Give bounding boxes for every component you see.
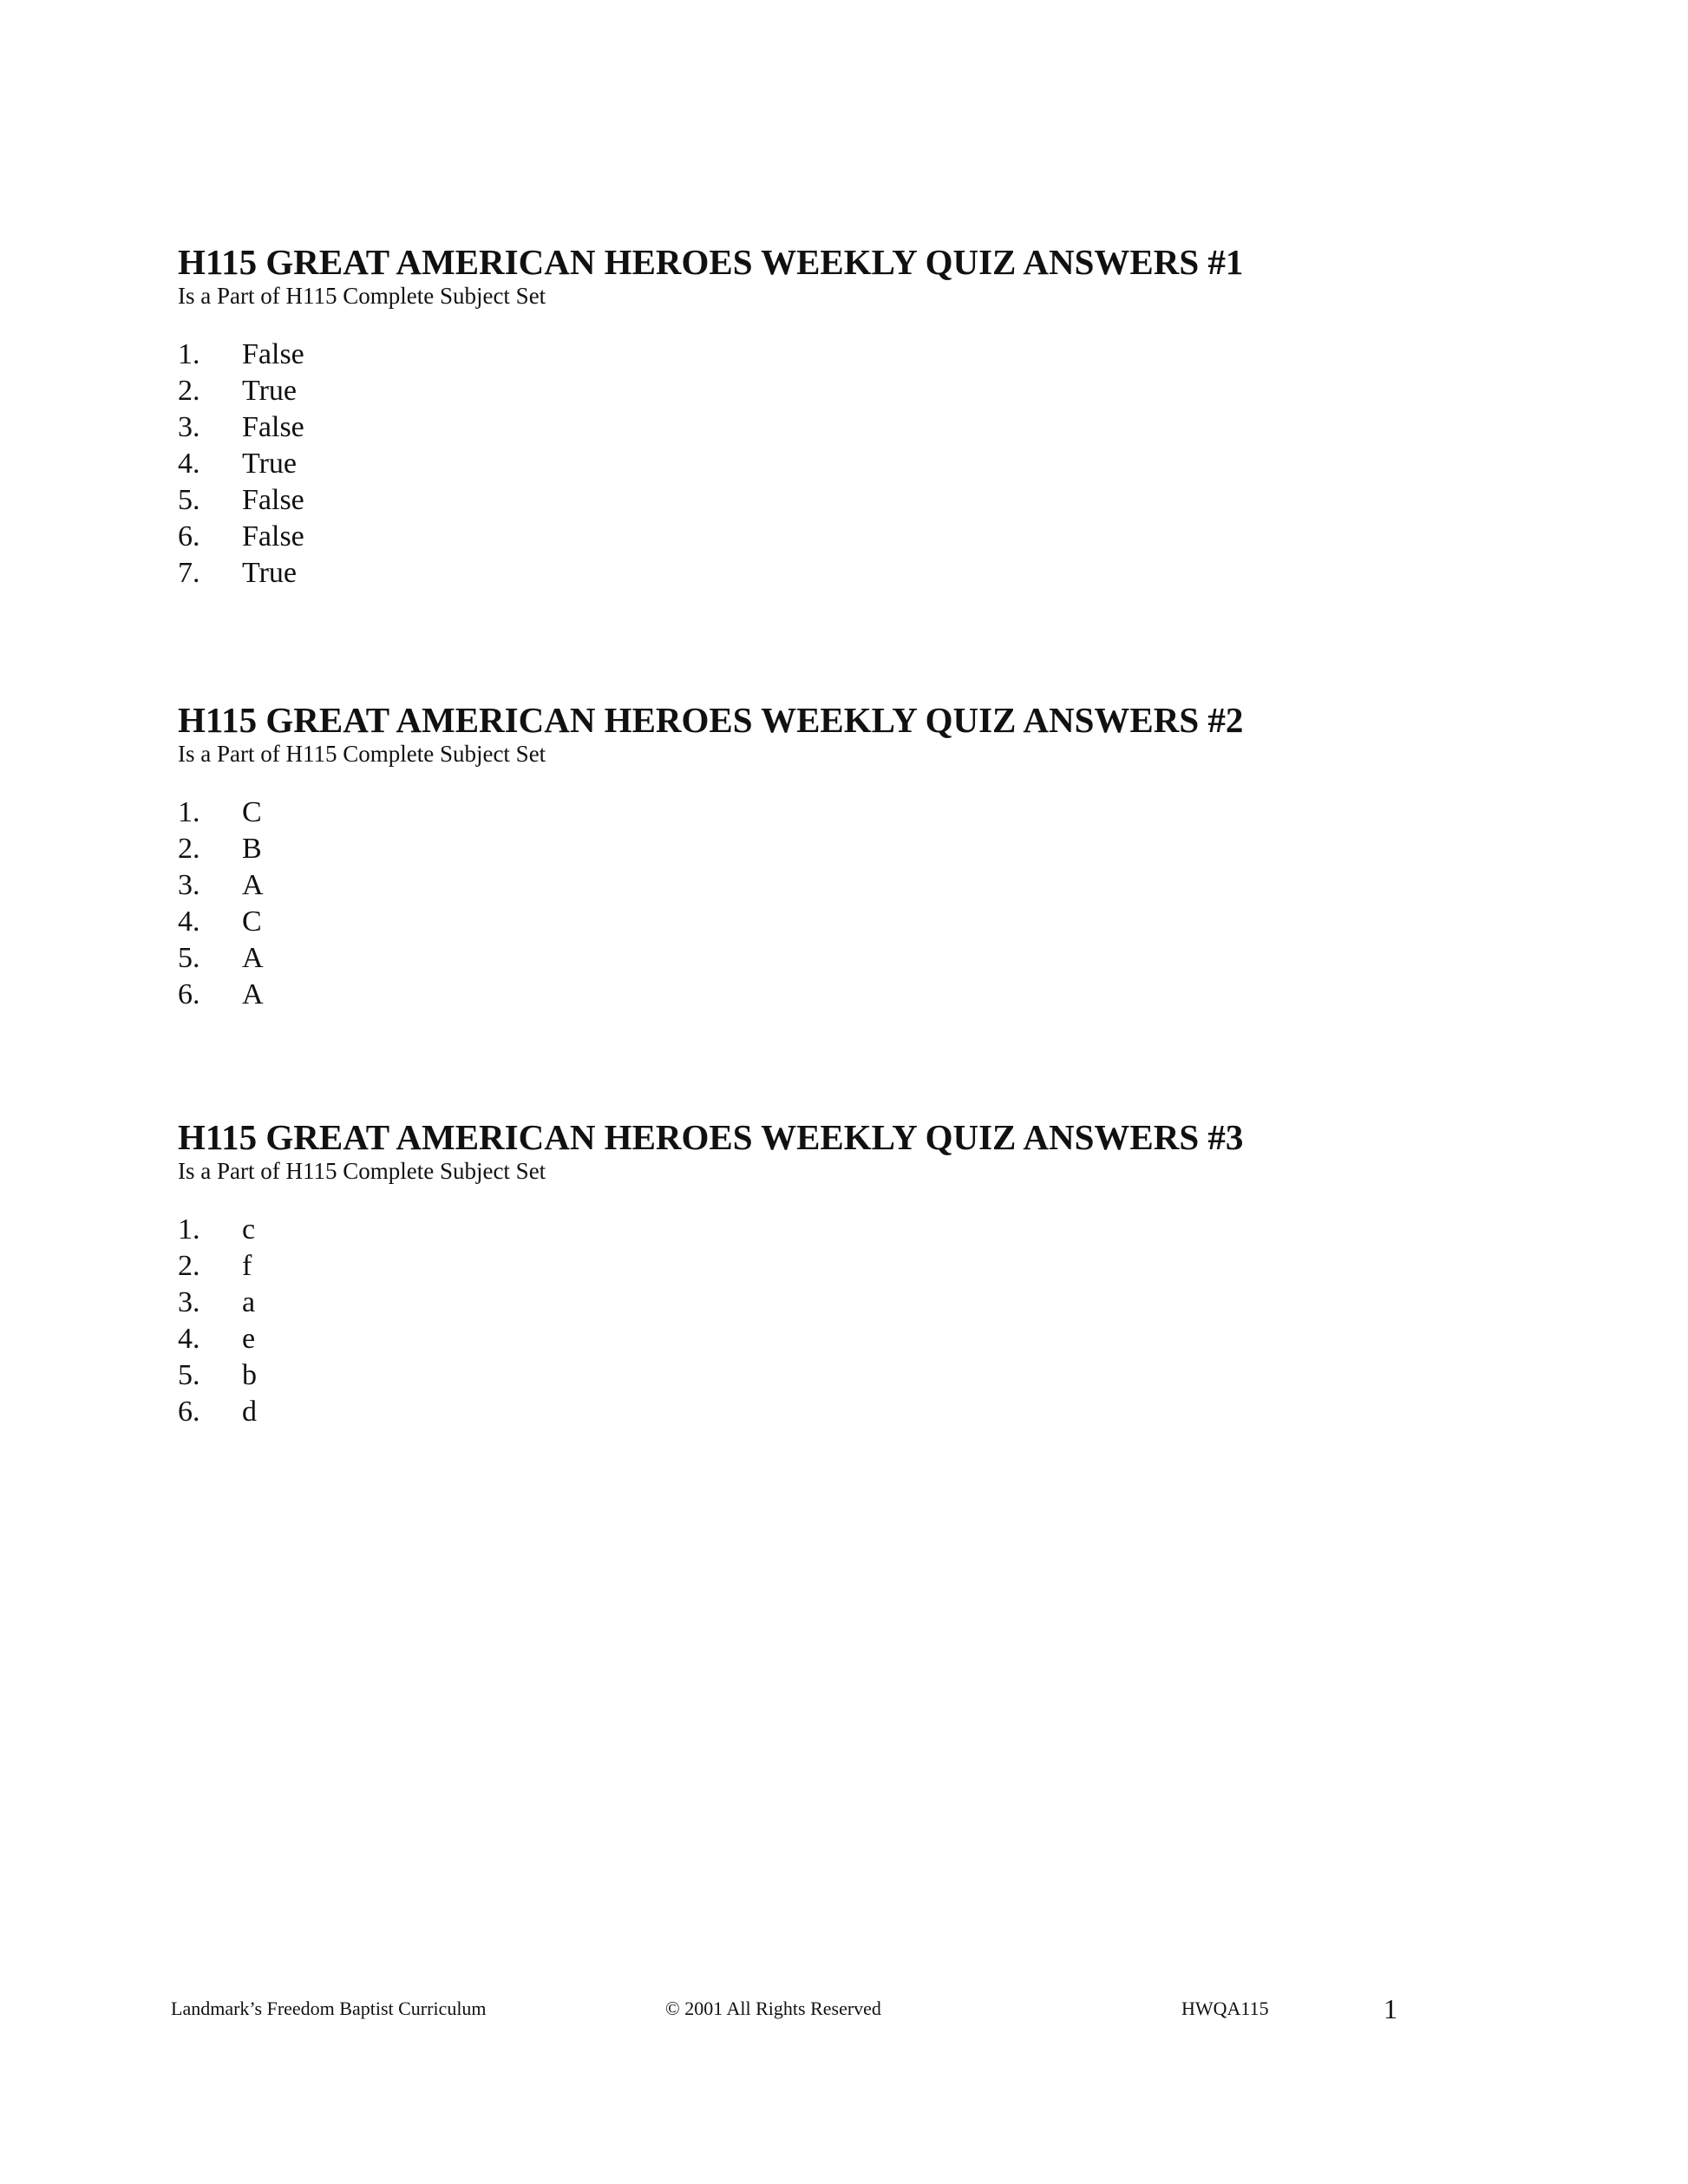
answer-item (178, 373, 1479, 409)
answer-number: 5. (178, 1359, 200, 1391)
answer-item (178, 446, 1479, 482)
answer-item (178, 519, 1479, 555)
answer-value: A (242, 978, 264, 1010)
answer-value: A (242, 942, 264, 974)
answer-list (178, 337, 1479, 592)
answer-value: False (242, 520, 304, 553)
answer-number: 1. (178, 796, 200, 828)
answer-number: 4. (178, 1323, 200, 1355)
answer-number: 2. (178, 1250, 200, 1282)
answer-value: e (242, 1323, 256, 1355)
page-number: 1 (1384, 1993, 1397, 2024)
answer-value: B (242, 833, 262, 865)
answer-value: b (242, 1359, 257, 1391)
answer-value: C (242, 906, 262, 938)
answer-value: True (242, 448, 297, 480)
answer-number: 3. (178, 411, 200, 443)
answer-number: 3. (178, 1286, 200, 1318)
answer-item (178, 555, 1479, 592)
answer-number: 6. (178, 978, 200, 1010)
answer-item (178, 1248, 1479, 1285)
footer-document-code: HWQA115 (1181, 1998, 1269, 2019)
answer-item (178, 1394, 1479, 1430)
answer-item (178, 1212, 1479, 1248)
page-footer (171, 1991, 1472, 2026)
answer-value: True (242, 375, 297, 407)
quiz-answers-section-2 (178, 699, 1479, 1013)
quiz-answers-section-1 (178, 241, 1479, 592)
answer-number: 2. (178, 375, 200, 407)
answer-value: False (242, 411, 304, 443)
answer-value: False (242, 338, 304, 370)
section-title: H115 GREAT AMERICAN HEROES WEEKLY QUIZ ANSWERS #2 (178, 700, 1244, 740)
answer-item (178, 867, 1479, 904)
section-title: H115 GREAT AMERICAN HEROES WEEKLY QUIZ ANSWERS #1 (178, 242, 1244, 282)
footer-curriculum: Landmark’s Freedom Baptist Curriculum (171, 1998, 487, 2019)
footer-copyright: © 2001 All Rights Reserved (665, 1998, 881, 2019)
answer-number: 3. (178, 869, 200, 901)
answer-value: C (242, 796, 262, 828)
answer-number: 6. (178, 1396, 200, 1428)
answer-value: d (242, 1396, 257, 1428)
answer-number: 6. (178, 520, 200, 553)
answer-value: f (242, 1250, 252, 1282)
quiz-answers-section-3 (178, 1116, 1479, 1430)
answer-value: False (242, 484, 304, 516)
answer-item (178, 1357, 1479, 1394)
answer-number: 1. (178, 338, 200, 370)
answer-item (178, 1321, 1479, 1357)
answer-item (178, 794, 1479, 831)
answer-number: 5. (178, 942, 200, 974)
section-subtitle: Is a Part of H115 Complete Subject Set (178, 1158, 546, 1184)
answer-item (178, 1285, 1479, 1321)
answer-value: a (242, 1286, 256, 1318)
answer-number: 2. (178, 833, 200, 865)
answer-number: 4. (178, 448, 200, 480)
section-subtitle: Is a Part of H115 Complete Subject Set (178, 283, 546, 309)
answer-item (178, 482, 1479, 519)
answer-list (178, 1212, 1479, 1430)
answer-item (178, 409, 1479, 446)
answer-item (178, 977, 1479, 1013)
section-subtitle: Is a Part of H115 Complete Subject Set (178, 741, 546, 767)
answer-number: 5. (178, 484, 200, 516)
answer-item (178, 337, 1479, 373)
answer-number: 4. (178, 906, 200, 938)
answer-value: A (242, 869, 264, 901)
answer-number: 1. (178, 1213, 200, 1246)
answer-item (178, 831, 1479, 867)
answer-value: True (242, 557, 297, 589)
answer-item (178, 940, 1479, 977)
answer-value: c (242, 1213, 256, 1246)
answer-list (178, 794, 1479, 1013)
answer-number: 7. (178, 557, 200, 589)
section-title: H115 GREAT AMERICAN HEROES WEEKLY QUIZ ANSWERS #3 (178, 1117, 1244, 1157)
answer-item (178, 904, 1479, 940)
